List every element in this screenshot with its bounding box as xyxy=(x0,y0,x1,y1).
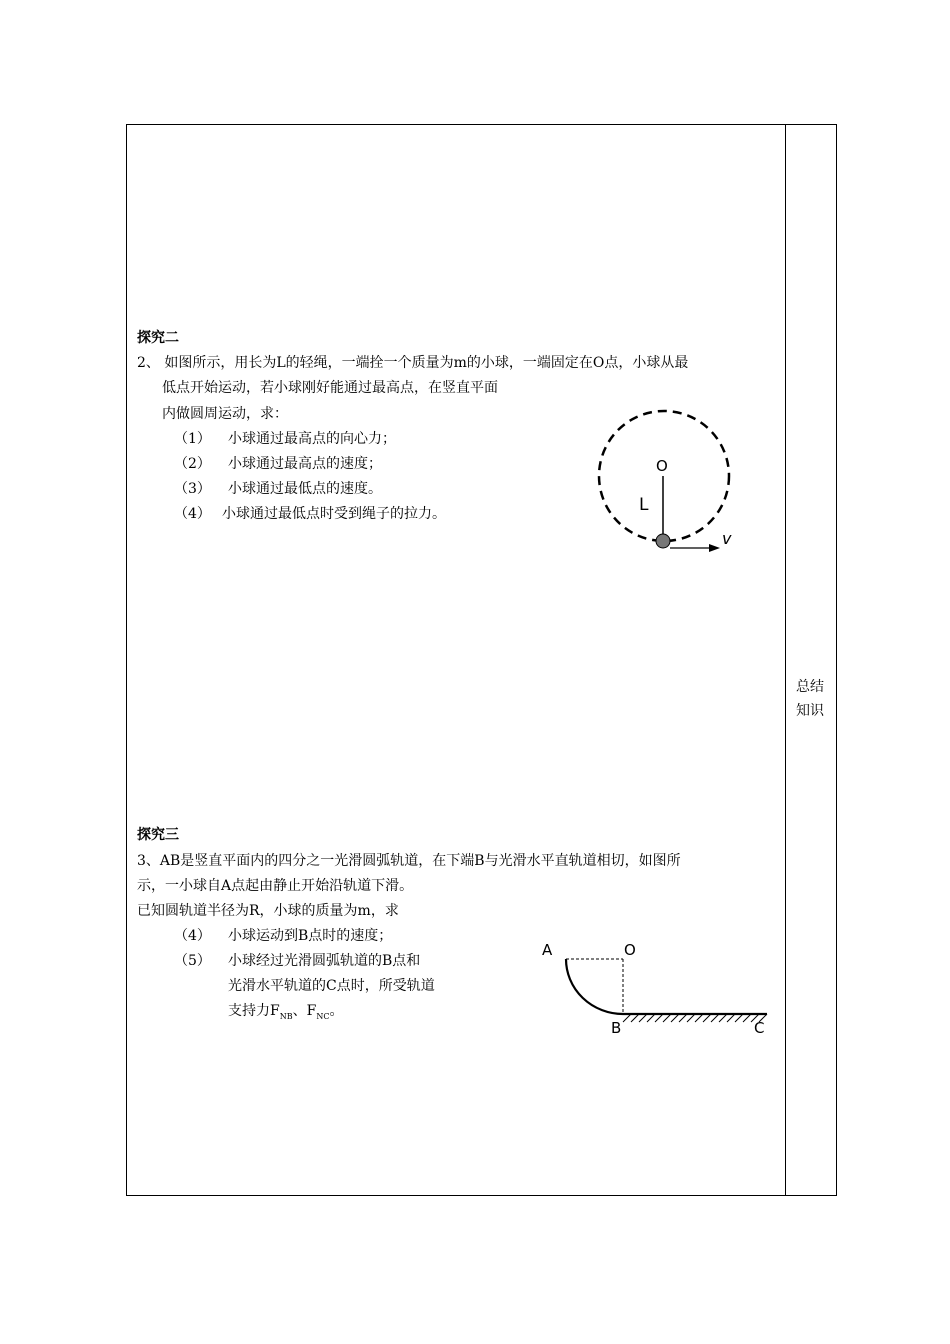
arc-track xyxy=(566,959,623,1014)
dashed-circle-path xyxy=(599,411,729,541)
section2-question-line1: 2、 如图所示，用长为L的轻绳，一端拴一个质量为m的小球，一端固定在O点，小球从最 xyxy=(137,355,689,371)
section3-item-num: （4） xyxy=(174,928,211,944)
section2-question-line2: 低点开始运动，若小球刚好能通过最高点，在竖直平面 xyxy=(162,380,498,396)
section2-item-text: 小球通过最高点的向心力； xyxy=(228,431,396,447)
ground-hatching xyxy=(623,1014,767,1022)
circular-motion-figure xyxy=(590,400,750,560)
label-b: B xyxy=(611,1019,622,1037)
section3-item-text: 小球经过光滑圆弧轨道的B点和 xyxy=(228,953,421,969)
section2-item-num: （3） xyxy=(174,481,211,497)
section3-item5-line2: 光滑水平轨道的C点时，所受轨道 xyxy=(228,978,435,994)
section3-question-line1: 3、AB是竖直平面内的四分之一光滑圆弧轨道，在下端B与光滑水平直轨道相切，如图所 xyxy=(137,853,681,869)
ball xyxy=(656,534,670,548)
label-c: C xyxy=(754,1019,765,1037)
label-o: O xyxy=(624,941,636,959)
section3-question-line2: 示，一小球自A点起由静止开始沿轨道下滑。 xyxy=(137,878,414,894)
section3-heading: 探究三 xyxy=(137,827,179,843)
section2-item-num: （2） xyxy=(174,456,211,472)
label-a: A xyxy=(542,941,553,959)
section2-item-num: （1） xyxy=(174,431,211,447)
section3-question-line3: 已知圆轨道半径为R，小球的质量为m，求 xyxy=(137,903,399,919)
velocity-arrow-head xyxy=(709,544,720,552)
arc-track-figure xyxy=(535,935,785,1045)
label-l: L xyxy=(639,495,649,515)
section2-item-text: 小球通过最低点时受到绳子的拉力。 xyxy=(222,506,446,522)
label-o: O xyxy=(656,457,668,475)
sidebar-label-line1: 总结 xyxy=(796,679,824,695)
section3-item-text: 小球运动到B点时的速度； xyxy=(228,928,393,944)
section2-item-text: 小球通过最低点的速度。 xyxy=(228,481,382,497)
section2-heading: 探究二 xyxy=(137,330,179,346)
column-divider xyxy=(785,124,786,1196)
sidebar-label-line2: 知识 xyxy=(796,703,824,719)
section2-question-line3: 内做圆周运动，求： xyxy=(162,406,288,422)
section3-item-num: （5） xyxy=(174,953,211,969)
section3-item5-line3: 支持力$F_{NB}$、$F_{NC}$。 xyxy=(228,1003,344,1021)
section2-item-text: 小球通过最高点的速度； xyxy=(228,456,382,472)
label-v: v xyxy=(722,529,732,548)
section2-item-num: （4） xyxy=(174,506,211,522)
